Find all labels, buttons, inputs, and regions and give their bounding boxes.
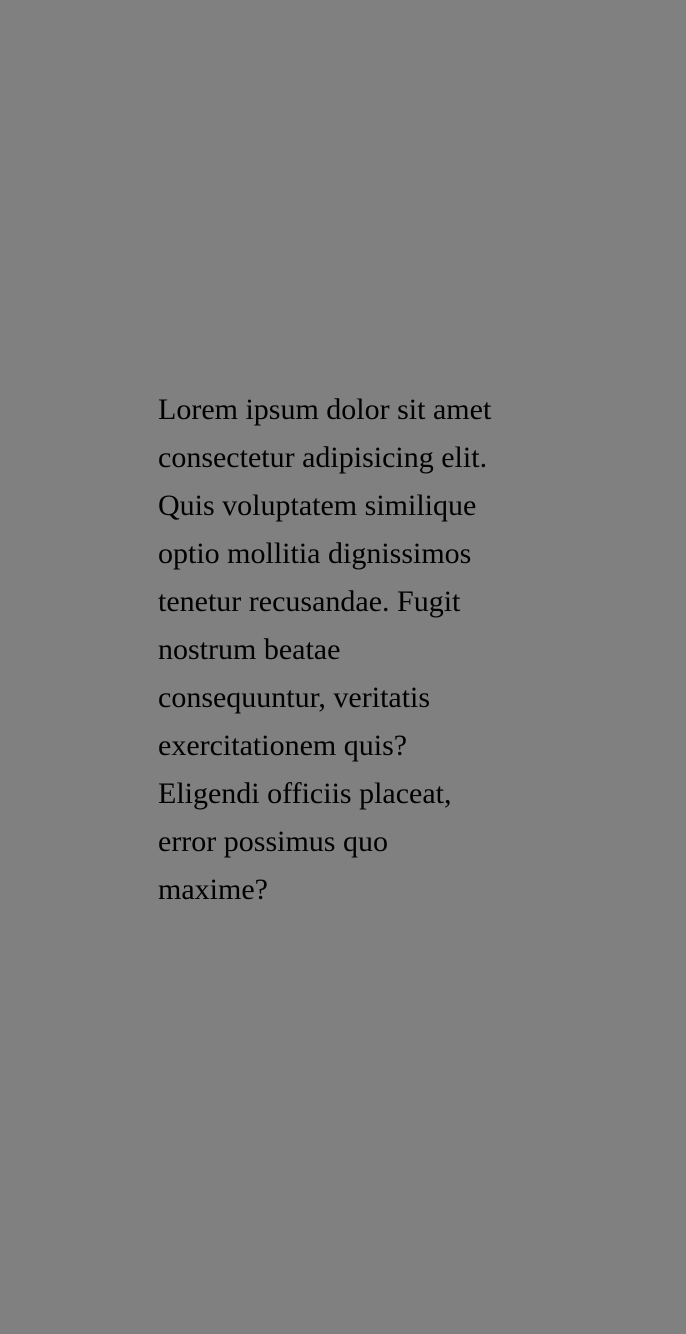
paragraph-line-3: Quis voluptatem similique: [158, 489, 477, 522]
paragraph-line-2: consectetur adipisicing elit.: [158, 441, 488, 474]
paragraph-line-10: error possimus quo: [158, 825, 388, 858]
paragraph-line-11: maxime?: [158, 873, 268, 906]
paragraph-line-7: consequuntur, veritatis: [158, 681, 431, 714]
paragraph-line-9: Eligendi officiis placeat,: [158, 777, 452, 810]
body-paragraph: [158, 386, 528, 914]
paragraph-line-5: tenetur recusandae. Fugit: [158, 585, 461, 618]
paragraph-line-1: Lorem ipsum dolor sit amet: [158, 393, 492, 426]
paragraph-line-6: nostrum beatae: [158, 633, 341, 666]
paragraph-line-8: exercitationem quis?: [158, 729, 408, 762]
paragraph-line-4: optio mollitia dignissimos: [158, 537, 472, 570]
